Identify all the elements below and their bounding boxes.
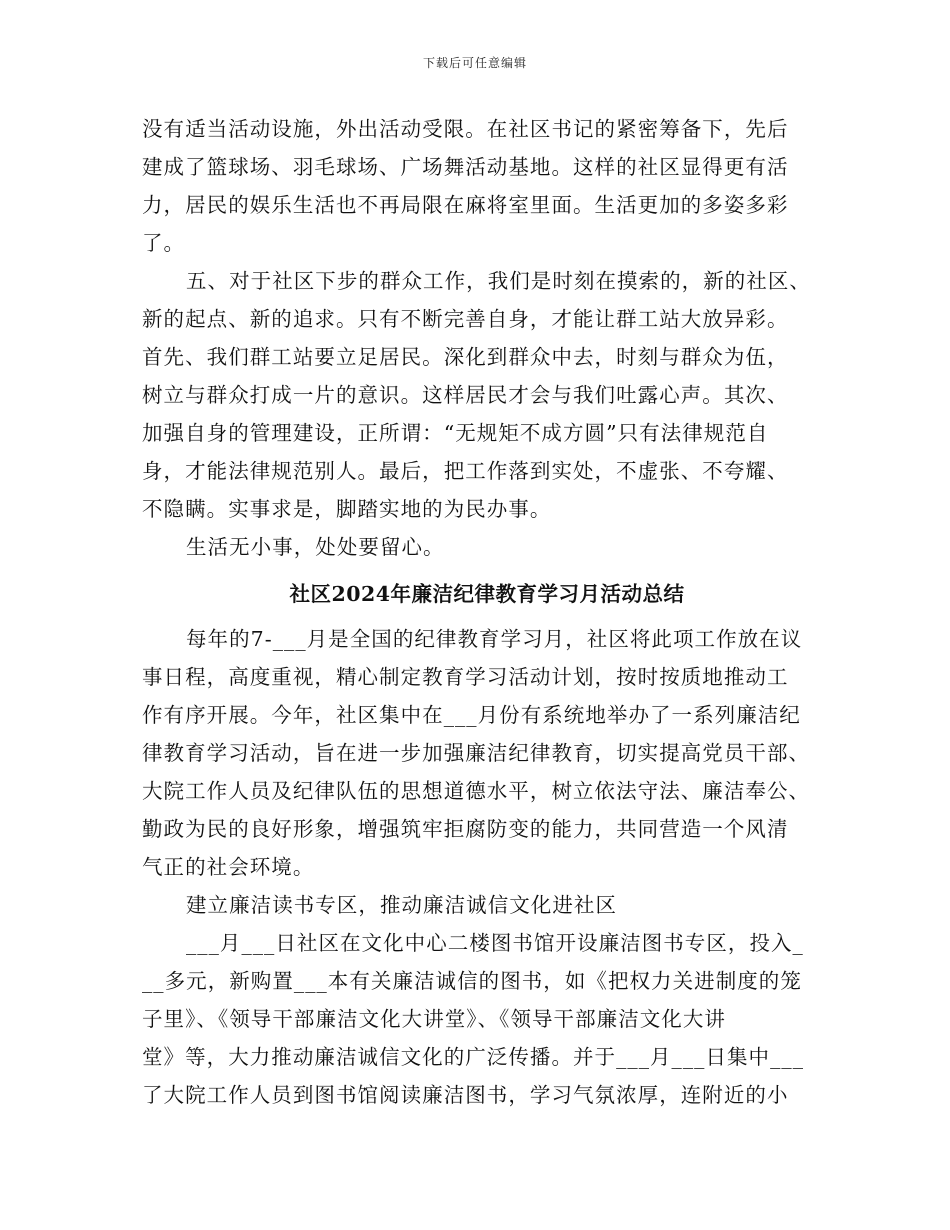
text-line: __多元，新购置___本有关廉洁诚信的图书，如《把权力关进制度的笼 — [142, 969, 802, 993]
text-line: 勤政为民的良好形象，增强筑牢拒腐防变的能力，共同营造一个风清 — [142, 817, 789, 841]
text-line: 首先、我们群工站要立足居民。深化到群众中去，时刻与群众为伍， — [142, 345, 789, 369]
paragraph-activity-facilities — [142, 110, 832, 262]
text-line: 每年的7-___月是全国的纪律教育学习月，社区将此项工作放在议 — [186, 627, 803, 651]
paragraph-discipline-month — [142, 620, 832, 886]
text-line: 新的起点、新的追求。只有不断完善自身，才能让群工站大放异彩。 — [142, 307, 789, 331]
text-line: 律教育学习活动，旨在进一步加强廉洁纪律教育，切实提高党员干部、 — [142, 741, 811, 765]
text-line: 作有序开展。今年，社区集中在___月份有系统地举办了一系列廉洁纪 — [142, 703, 801, 727]
text-line: 建成了篮球场、羽毛球场、广场舞活动基地。这样的社区显得更有活 — [142, 155, 789, 179]
text-line: 加强自身的管理建设，正所谓：“无规矩不成方圆”只有法律规范自 — [142, 421, 769, 445]
text-line: 子里》、《领导干部廉洁文化大讲堂》、《领导干部廉洁文化大讲 — [142, 1007, 726, 1031]
paragraph-reading-zone-heading — [142, 886, 832, 924]
text-line: 堂》等，大力推动廉洁诚信文化的广泛传播。并于___月___日集中___ — [142, 1045, 804, 1069]
text-line: 气正的社会环境。 — [142, 855, 315, 879]
text-line: 不隐瞒。实事求是，脚踏实地的为民办事。 — [142, 497, 552, 521]
page-header: 下载后可任意编辑 — [422, 56, 527, 70]
text-line: 五、对于社区下步的群众工作，我们是时刻在摸索的，新的社区、 — [186, 269, 811, 293]
text-line: 大院工作人员及纪律队伍的思想道德水平，树立依法守法、廉洁奉公、 — [142, 779, 811, 803]
document-body — [142, 110, 832, 1114]
text-line: ___月___日社区在文化中心二楼图书馆开设廉洁图书专区，投入_ — [186, 931, 804, 955]
text-line: 没有适当活动设施，外出活动受限。在社区书记的紧密筹备下，先后 — [142, 117, 789, 141]
text-line: 了大院工作人员到图书馆阅读廉洁图书，学习气氛浓厚，连附近的小 — [142, 1083, 789, 1107]
paragraph-closing-remark — [142, 528, 832, 566]
section-title: 社区2024年廉洁纪律教育学习月活动总结 — [289, 582, 685, 606]
text-line: 建立廉洁读书专区，推动廉洁诚信文化进社区 — [186, 893, 617, 917]
text-line: 树立与群众打成一片的意识。这样居民才会与我们吐露心声。其次、 — [142, 383, 789, 407]
text-line: 了。 — [142, 231, 186, 255]
text-line: 生活无小事，处处要留心。 — [186, 535, 445, 559]
paragraph-mass-work — [142, 262, 832, 528]
text-line: 力，居民的娱乐生活也不再局限在麻将室里面。生活更加的多姿多彩 — [142, 193, 789, 217]
paragraph-reading-zone — [142, 924, 832, 1114]
text-line: 身，才能法律规范别人。最后，把工作落到实处，不虚张、不夸耀、 — [142, 459, 789, 483]
text-line: 事日程，高度重视，精心制定教育学习活动计划，按时按质地推动工 — [142, 665, 789, 689]
